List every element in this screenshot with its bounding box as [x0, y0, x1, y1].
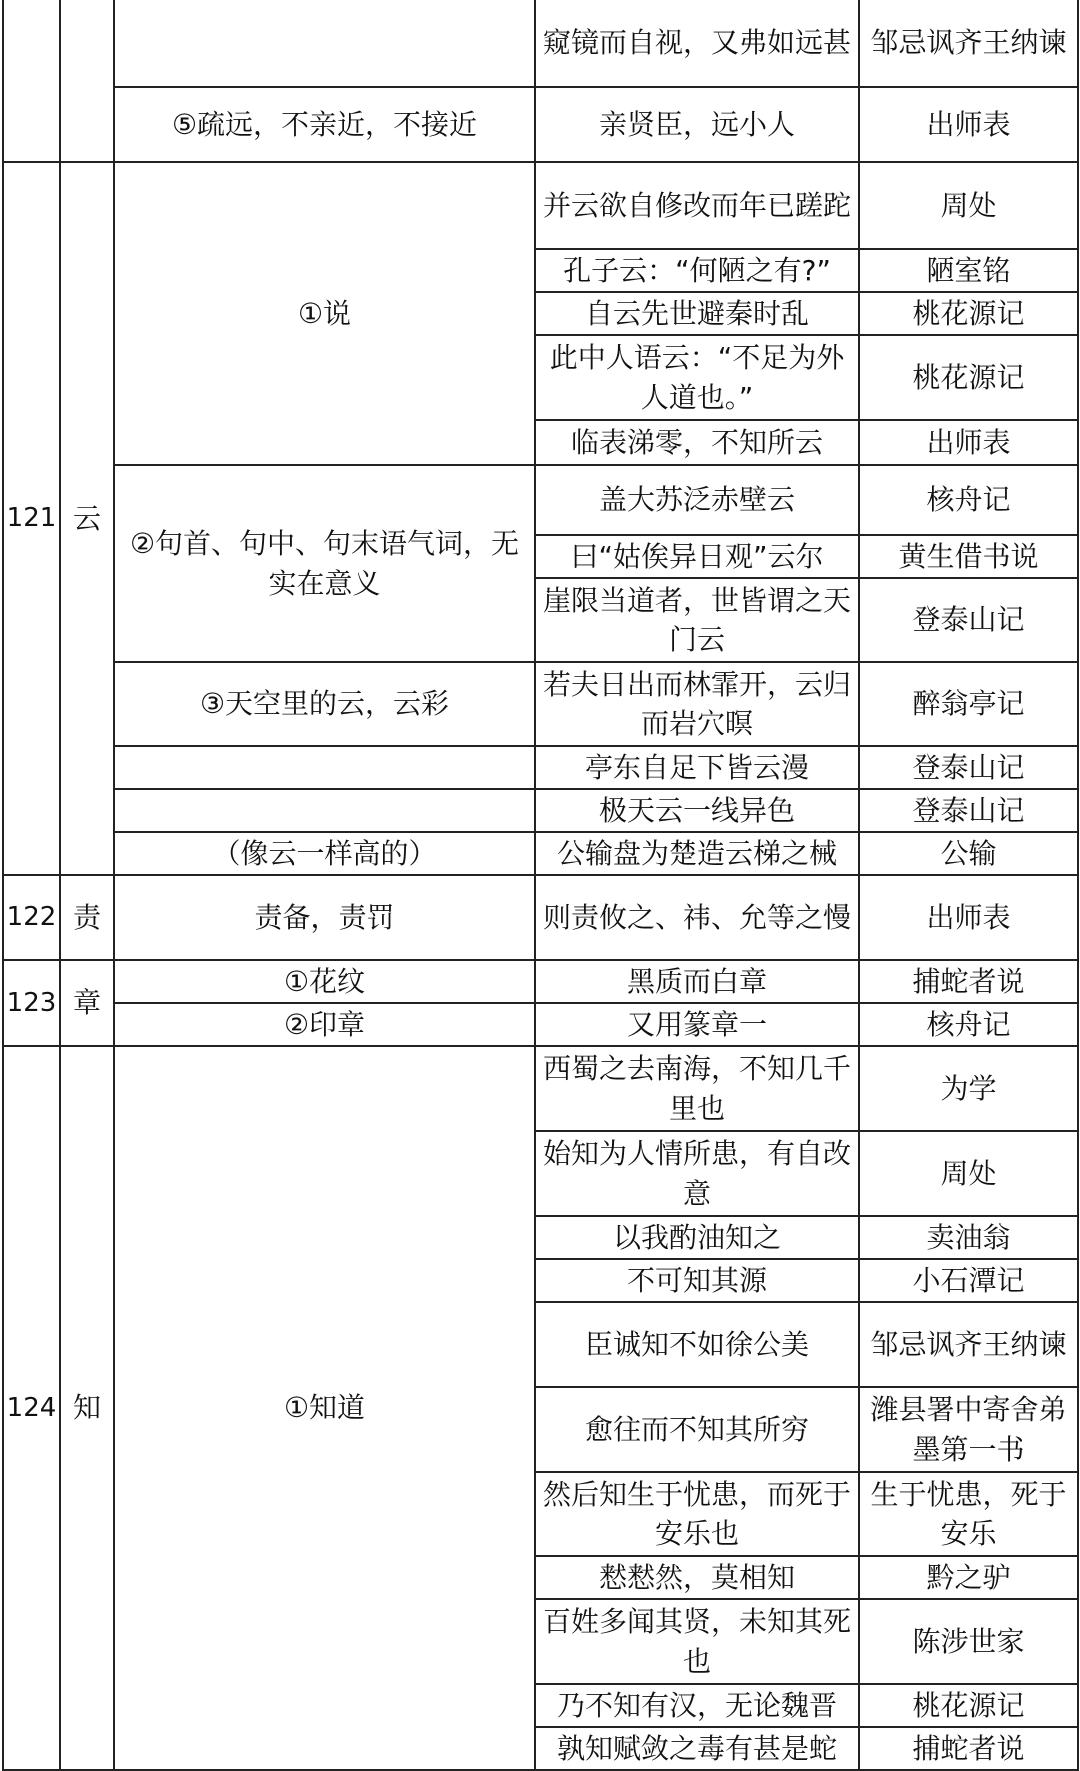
example-cell: 极天云一线异色 — [535, 789, 859, 832]
entry-char-cell — [60, 0, 114, 162]
table-row — [3, 465, 1078, 535]
source-cell: 生于忧患，死于安乐 — [859, 1472, 1078, 1556]
entry-number: 123 — [3, 960, 60, 1046]
table-row — [3, 789, 1078, 832]
example-cell: 臣诚知不如徐公美 — [535, 1302, 859, 1387]
entry-char: 责 — [60, 875, 114, 960]
vocabulary-table — [2, 0, 1079, 1771]
source-cell: 捕蛇者说 — [859, 960, 1078, 1003]
source-cell: 陋室铭 — [859, 249, 1078, 292]
source-cell: 登泰山记 — [859, 789, 1078, 832]
meaning-cell — [114, 0, 535, 87]
meaning-cell — [114, 746, 535, 789]
table-row — [3, 662, 1078, 746]
example-cell: 此中人语云：“不足为外人道也。” — [535, 335, 859, 420]
table-row — [3, 875, 1078, 960]
source-cell: 登泰山记 — [859, 578, 1078, 662]
source-cell: 卖油翁 — [859, 1216, 1078, 1259]
source-cell: 核舟记 — [859, 465, 1078, 535]
example-cell: 曰“姑俟异日观”云尔 — [535, 535, 859, 578]
example-cell: 不可知其源 — [535, 1259, 859, 1302]
source-cell: 黔之驴 — [859, 1556, 1078, 1599]
source-cell: 出师表 — [859, 420, 1078, 465]
table-row — [3, 0, 1078, 87]
example-cell: 盖大苏泛赤壁云 — [535, 465, 859, 535]
example-cell: 自云先世避秦时乱 — [535, 292, 859, 335]
example-cell: 孰知赋敛之毒有甚是蛇 — [535, 1727, 859, 1770]
source-cell: 出师表 — [859, 875, 1078, 960]
entry-number: 121 — [3, 162, 60, 875]
meaning-cell: 责备，责罚 — [114, 875, 535, 960]
table-row — [3, 1046, 1078, 1131]
example-cell: 始知为人情所患，有自改意 — [535, 1131, 859, 1216]
meaning-cell: ②印章 — [114, 1003, 535, 1046]
source-cell: 黄生借书说 — [859, 535, 1078, 578]
source-cell: 邹忌讽齐王纳谏 — [859, 1302, 1078, 1387]
entry-char: 知 — [60, 1046, 114, 1770]
source-cell: 周处 — [859, 1131, 1078, 1216]
entry-char: 云 — [60, 162, 114, 875]
meaning-cell: ②句首、句中、句末语气词，无实在意义 — [114, 465, 535, 662]
table-row — [3, 1003, 1078, 1046]
source-cell: 周处 — [859, 162, 1078, 249]
meaning-cell: ①知道 — [114, 1046, 535, 1770]
example-cell: 乃不知有汉，无论魏晋 — [535, 1684, 859, 1727]
example-cell: 又用篆章一 — [535, 1003, 859, 1046]
source-cell: 邹忌讽齐王纳谏 — [859, 0, 1078, 87]
entry-char: 章 — [60, 960, 114, 1046]
example-cell: 黑质而白章 — [535, 960, 859, 1003]
source-cell: 醉翁亭记 — [859, 662, 1078, 746]
meaning-cell — [114, 789, 535, 832]
source-cell: 潍县署中寄舍弟墨第一书 — [859, 1387, 1078, 1472]
example-cell: 临表涕零，不知所云 — [535, 420, 859, 465]
example-cell: 则责攸之、祎、允等之慢 — [535, 875, 859, 960]
example-cell: 慭慭然，莫相知 — [535, 1556, 859, 1599]
source-cell: 陈涉世家 — [859, 1599, 1078, 1684]
table-row — [3, 960, 1078, 1003]
example-cell: 窥镜而自视，又弗如远甚 — [535, 0, 859, 87]
meaning-cell: ⑤疏远，不亲近，不接近 — [114, 87, 535, 162]
meaning-cell: ①花纹 — [114, 960, 535, 1003]
table-row — [3, 832, 1078, 875]
meaning-cell: （像云一样高的） — [114, 832, 535, 875]
entry-number-cell — [3, 0, 60, 162]
example-cell: 亭东自足下皆云漫 — [535, 746, 859, 789]
example-cell: 若夫日出而林霏开，云归而岩穴暝 — [535, 662, 859, 746]
entry-number: 124 — [3, 1046, 60, 1770]
source-cell: 桃花源记 — [859, 1684, 1078, 1727]
source-cell: 桃花源记 — [859, 335, 1078, 420]
source-cell: 核舟记 — [859, 1003, 1078, 1046]
example-cell: 亲贤臣，远小人 — [535, 87, 859, 162]
table-row — [3, 87, 1078, 162]
source-cell: 小石潭记 — [859, 1259, 1078, 1302]
entry-number: 122 — [3, 875, 60, 960]
example-cell: 然后知生于忧患，而死于安乐也 — [535, 1472, 859, 1556]
source-cell: 捕蛇者说 — [859, 1727, 1078, 1770]
example-cell: 愈往而不知其所穷 — [535, 1387, 859, 1472]
example-cell: 西蜀之去南海，不知几千里也 — [535, 1046, 859, 1131]
source-cell: 桃花源记 — [859, 292, 1078, 335]
table-row — [3, 162, 1078, 249]
source-cell: 出师表 — [859, 87, 1078, 162]
example-cell: 百姓多闻其贤，未知其死也 — [535, 1599, 859, 1684]
meaning-cell: ③天空里的云，云彩 — [114, 662, 535, 746]
source-cell: 公输 — [859, 832, 1078, 875]
example-cell: 孔子云：“何陋之有?” — [535, 249, 859, 292]
source-cell: 为学 — [859, 1046, 1078, 1131]
example-cell: 崖限当道者，世皆谓之天门云 — [535, 578, 859, 662]
example-cell: 公输盘为楚造云梯之械 — [535, 832, 859, 875]
example-cell: 以我酌油知之 — [535, 1216, 859, 1259]
meaning-cell: ①说 — [114, 162, 535, 465]
source-cell: 登泰山记 — [859, 746, 1078, 789]
table-row — [3, 746, 1078, 789]
example-cell: 并云欲自修改而年已蹉跎 — [535, 162, 859, 249]
